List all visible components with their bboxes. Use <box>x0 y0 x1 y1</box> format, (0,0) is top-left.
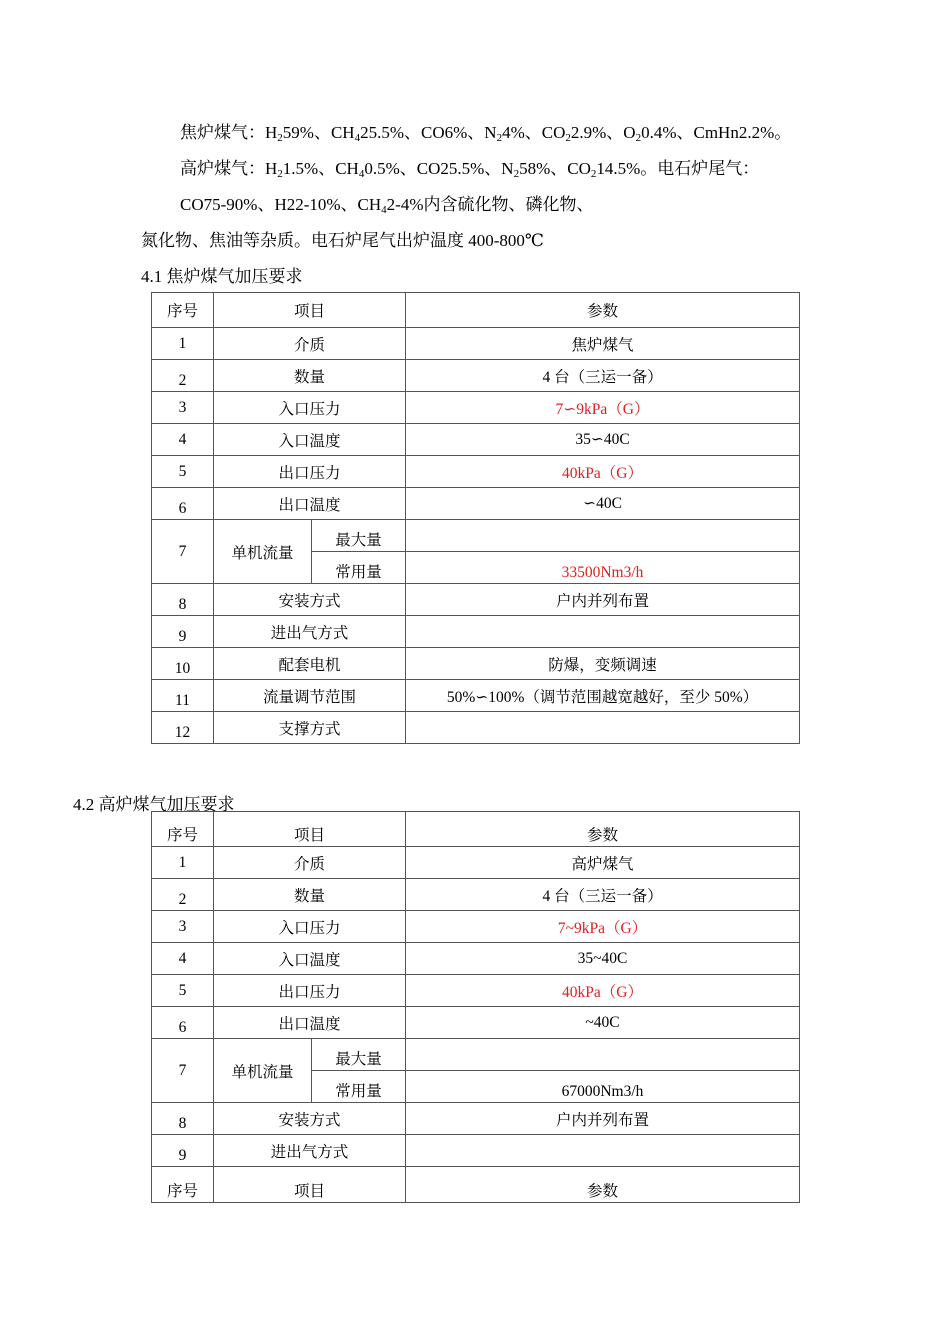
row-value: 40kPa（G） <box>406 456 800 488</box>
row-value: 35~40C <box>406 943 800 975</box>
row-no: 9 <box>152 616 214 648</box>
section-title-coke: 4.1 焦炉煤气加压要求 <box>141 267 303 286</box>
blast-gas-table <box>151 811 800 1203</box>
row-no: 1 <box>152 328 214 360</box>
row-item: 单机流量 <box>214 520 312 584</box>
row-item: 入口压力 <box>214 392 406 424</box>
row-value <box>406 1135 800 1167</box>
subscript: 2 <box>513 168 520 180</box>
table-row <box>152 360 800 392</box>
row-item: 数量 <box>214 360 406 392</box>
intro-composition: $H_259\%$、$CH_425.5\%$、CO6%、$N_24\%$、$CO_22.9\%$、$O_20.4\%$、CmHn2.2%。 <box>265 123 792 144</box>
table-row <box>152 943 800 975</box>
row-no: 2 <box>152 879 214 911</box>
row-item: 流量调节范围 <box>214 680 406 712</box>
row-no: 5 <box>152 975 214 1007</box>
row-item: 单机流量 <box>214 1039 312 1103</box>
row-item: 出口温度 <box>214 488 406 520</box>
header-param: 参数 <box>406 293 800 328</box>
row-item: 进出气方式 <box>214 1135 406 1167</box>
table-row <box>152 392 800 424</box>
subscript: 2 <box>496 132 503 144</box>
header-item: 项目 <box>214 293 406 328</box>
table-row <box>152 584 800 616</box>
header-item: 项目 <box>214 812 406 847</box>
row-no: 11 <box>152 680 214 712</box>
row-no: 9 <box>152 1135 214 1167</box>
row-no: 8 <box>152 1103 214 1135</box>
row-value: 防爆，变频调速 <box>406 648 800 680</box>
row-item: 安装方式 <box>214 1103 406 1135</box>
table-header-row <box>152 812 800 847</box>
row-item: 出口温度 <box>214 1007 406 1039</box>
subscript: 2 <box>277 168 283 180</box>
row-item: 入口温度 <box>214 424 406 456</box>
coke-gas-table <box>151 292 800 744</box>
row-no: 3 <box>152 392 214 424</box>
table-row <box>152 975 800 1007</box>
table-row <box>152 648 800 680</box>
row-item: 配套电机 <box>214 648 406 680</box>
row-item: 介质 <box>214 847 406 879</box>
table-row <box>152 712 800 744</box>
row-no: 6 <box>152 488 214 520</box>
subscript: 2 <box>565 132 571 144</box>
flow-normal-value: 67000Nm3/h <box>406 1071 800 1103</box>
table-row-flow <box>152 520 800 552</box>
flow-max-value <box>406 520 800 552</box>
header-param: 参数 <box>406 812 800 847</box>
row-value: 焦炉煤气 <box>406 328 800 360</box>
intro-line-impurities: 氮化物、焦油等杂质。电石炉尾气出炉温度 400-800℃ <box>141 231 544 250</box>
row-value: 35∽40C <box>406 424 800 456</box>
table-row <box>152 847 800 879</box>
intro-label: 高炉煤气： <box>180 159 265 178</box>
subscript: 4 <box>358 168 365 180</box>
header-no: 序号 <box>152 293 214 328</box>
table-row <box>152 879 800 911</box>
row-no: 7 <box>152 1039 214 1103</box>
header-item: 项目 <box>214 1167 406 1203</box>
row-item: 出口压力 <box>214 975 406 1007</box>
row-value: 40kPa（G） <box>406 975 800 1007</box>
table-row <box>152 456 800 488</box>
table-row <box>152 616 800 648</box>
row-no: 8 <box>152 584 214 616</box>
table-row <box>152 424 800 456</box>
row-value: 户内并列布置 <box>406 584 800 616</box>
row-no: 5 <box>152 456 214 488</box>
intro-line-blast-gas <box>180 154 759 180</box>
row-item: 安装方式 <box>214 584 406 616</box>
header-param: 参数 <box>406 1167 800 1203</box>
intro-line-furnace-gas <box>180 190 593 216</box>
header-no: 序号 <box>152 812 214 847</box>
flow-normal-label: 常用量 <box>312 552 406 584</box>
flow-max-label: 最大量 <box>312 1039 406 1071</box>
table-row <box>152 1007 800 1039</box>
row-no: 12 <box>152 712 214 744</box>
row-value: 7~9kPa（G） <box>406 911 800 943</box>
table-row <box>152 911 800 943</box>
row-value: 高炉煤气 <box>406 847 800 879</box>
row-no: 2 <box>152 360 214 392</box>
row-item: 介质 <box>214 328 406 360</box>
row-no: 10 <box>152 648 214 680</box>
flow-normal-label: 常用量 <box>312 1071 406 1103</box>
subscript: 4 <box>381 204 387 216</box>
table-row <box>152 328 800 360</box>
intro-composition: $H_21.5\%$、$CH_40.5\%$、CO25.5%、$N_258\%$、$CO_214.5\%$。电石炉尾气： <box>265 159 760 180</box>
intro-composition: CO75-90%、H22-10%、$CH_42-4\%$内含硫化物、磷化物、 <box>180 195 594 216</box>
row-value: ∽40C <box>406 488 800 520</box>
flow-normal-value: 33500Nm3/h <box>406 552 800 584</box>
table-row <box>152 1135 800 1167</box>
row-no: 1 <box>152 847 214 879</box>
row-item: 出口压力 <box>214 456 406 488</box>
row-item: 支撑方式 <box>214 712 406 744</box>
row-no: 7 <box>152 520 214 584</box>
flow-max-value <box>406 1039 800 1071</box>
intro-line-coke-gas <box>180 118 791 144</box>
row-no: 4 <box>152 943 214 975</box>
row-value: 7∽9kPa（G） <box>406 392 800 424</box>
subscript: 2 <box>277 132 283 144</box>
row-no: 4 <box>152 424 214 456</box>
subscript: 4 <box>354 132 361 144</box>
row-value: ~40C <box>406 1007 800 1039</box>
row-item: 入口压力 <box>214 911 406 943</box>
row-no: 6 <box>152 1007 214 1039</box>
row-value: 4 台（三运一备） <box>406 879 800 911</box>
header-no: 序号 <box>152 1167 214 1203</box>
row-no: 3 <box>152 911 214 943</box>
row-value: 50%∽100%（调节范围越宽越好，至少 50%） <box>406 680 800 712</box>
subscript: 2 <box>590 168 597 180</box>
row-value <box>406 712 800 744</box>
flow-max-label: 最大量 <box>312 520 406 552</box>
subscript: 2 <box>635 132 642 144</box>
table-header-row <box>152 1167 800 1203</box>
table-row <box>152 488 800 520</box>
table-row-flow <box>152 1039 800 1071</box>
section-title-blast: 4.2 高炉煤气加压要求 <box>73 795 235 814</box>
row-item: 数量 <box>214 879 406 911</box>
row-item: 入口温度 <box>214 943 406 975</box>
row-value <box>406 616 800 648</box>
table-header-row <box>152 293 800 328</box>
row-item: 进出气方式 <box>214 616 406 648</box>
table-row <box>152 680 800 712</box>
table-row <box>152 1103 800 1135</box>
row-value: 户内并列布置 <box>406 1103 800 1135</box>
row-value: 4 台（三运一备） <box>406 360 800 392</box>
intro-label: 焦炉煤气： <box>180 123 265 142</box>
